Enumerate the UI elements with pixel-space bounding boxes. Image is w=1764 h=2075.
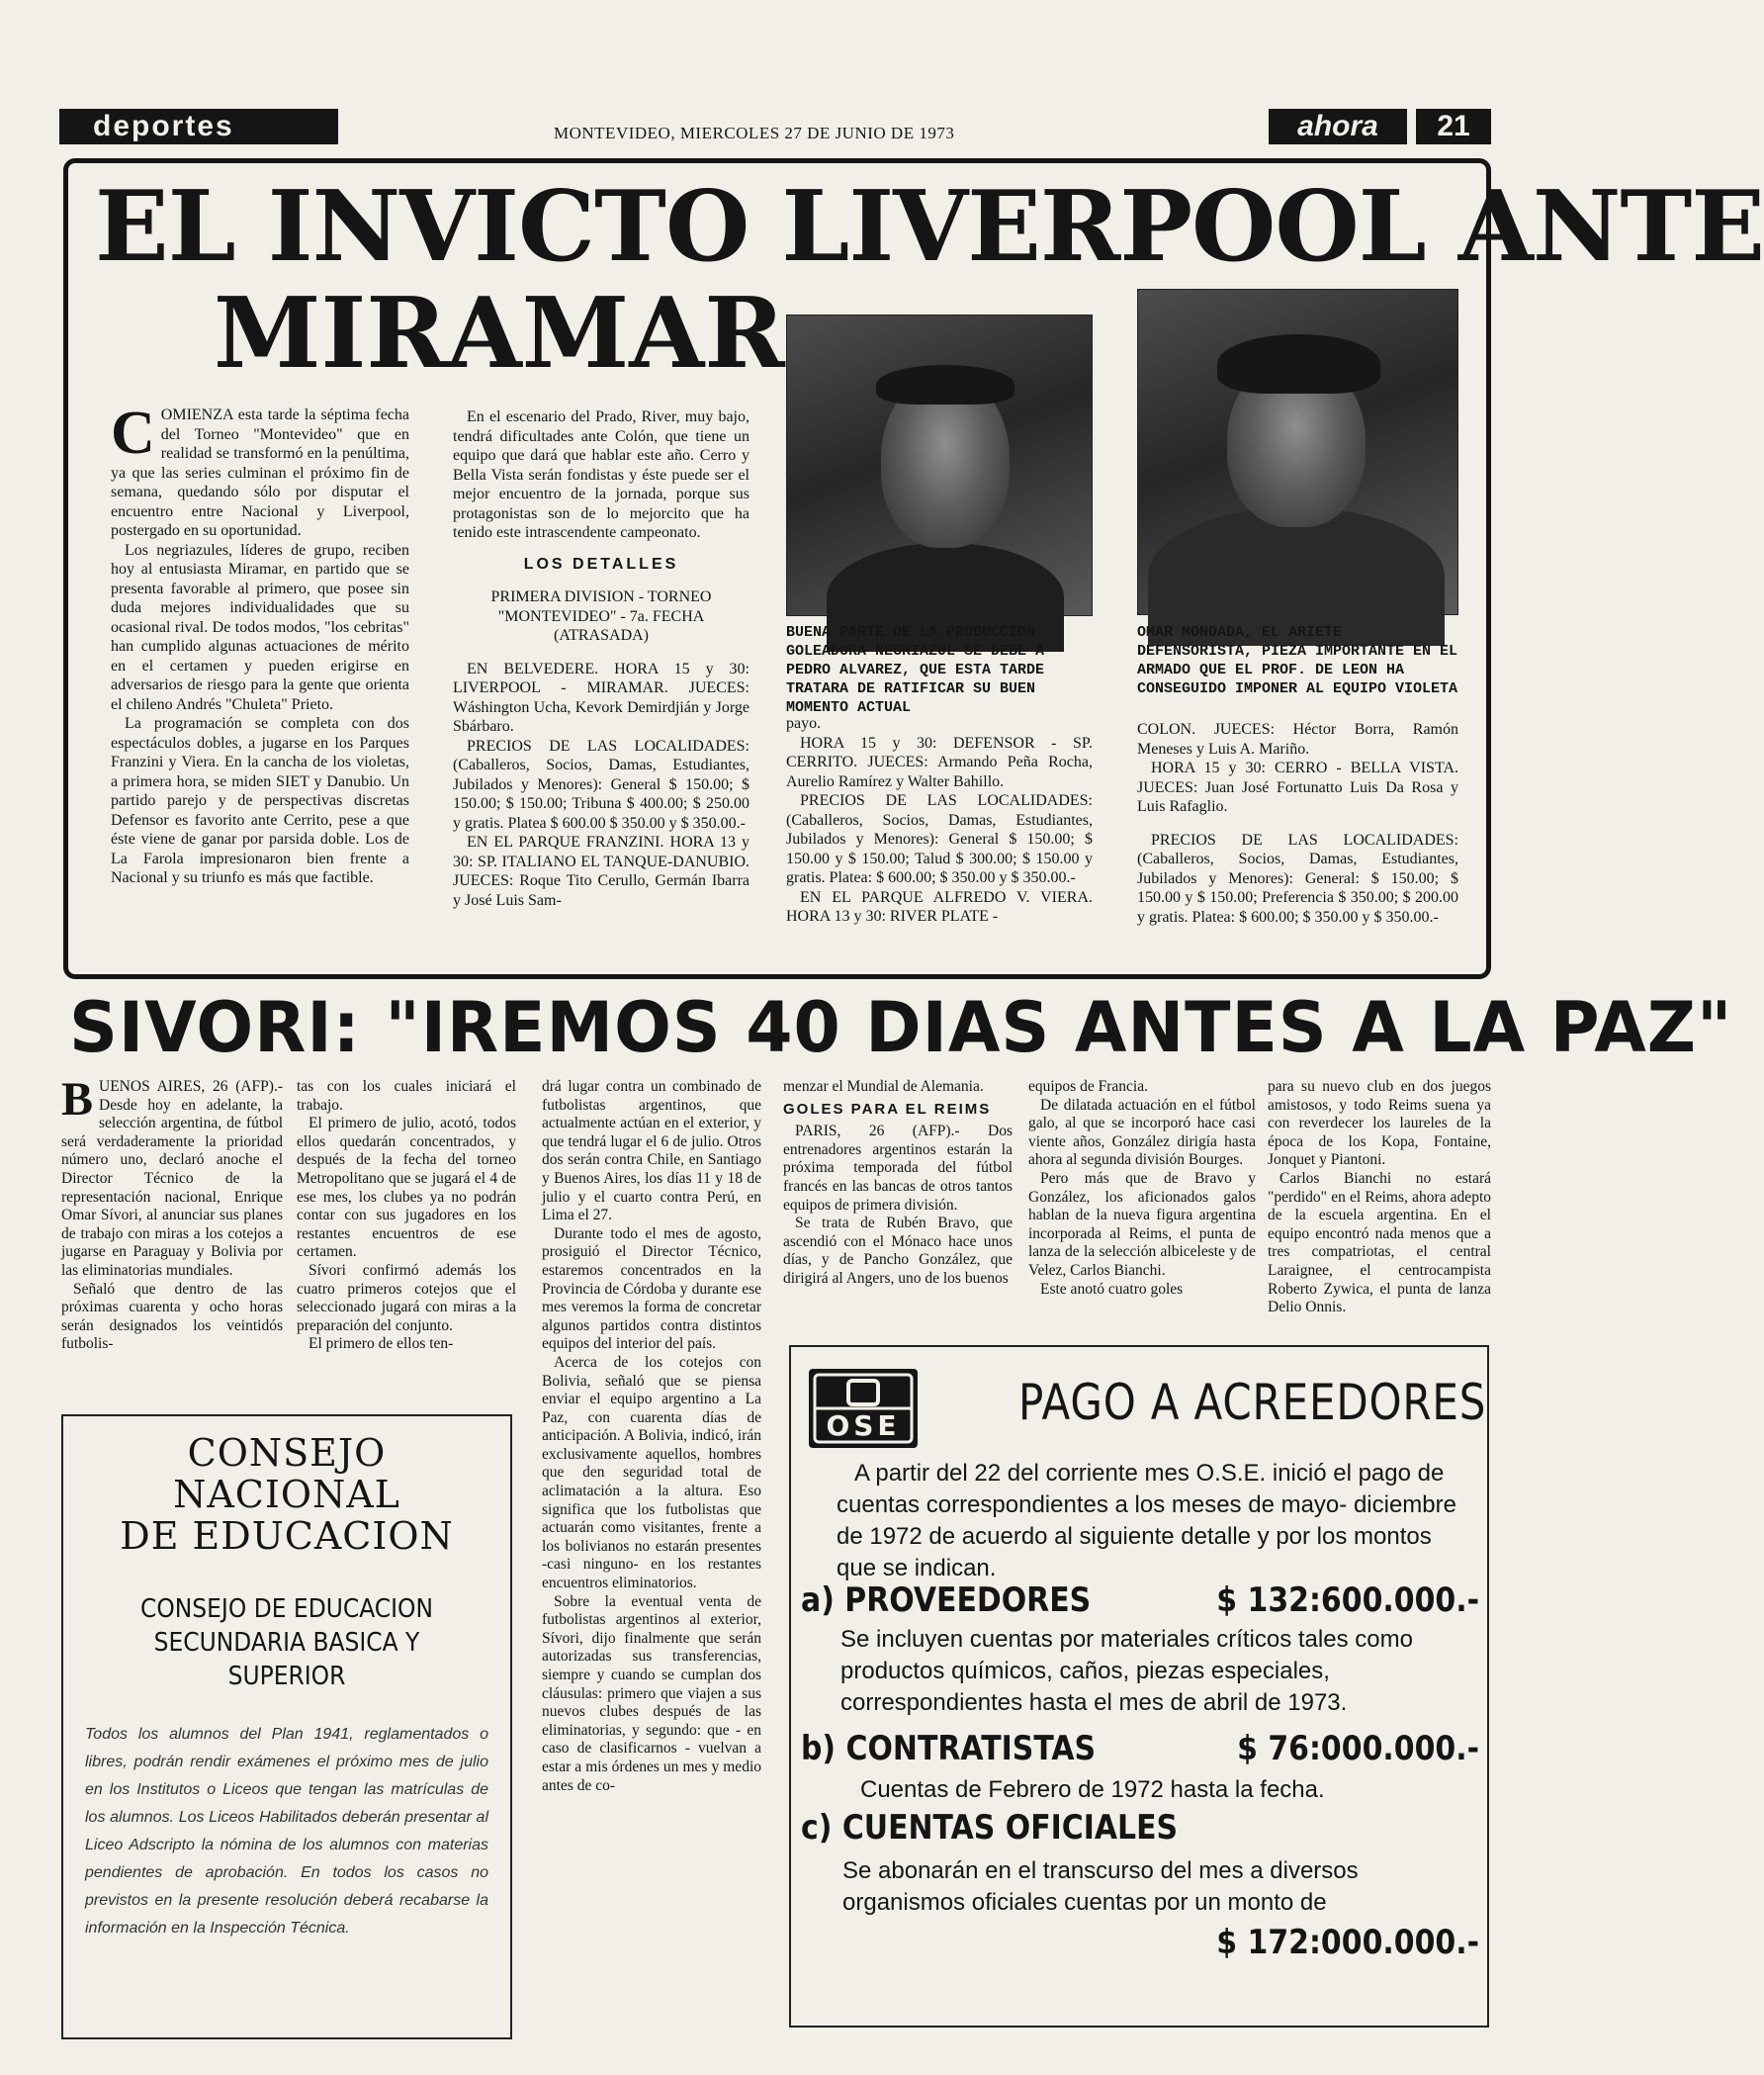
story1-column-1 xyxy=(111,400,409,888)
ose-item-a-amount: $ 132:600.000.- xyxy=(1216,1580,1479,1620)
cne-body: Todos los alumnos del Plan 1941, reglamentados o libres, podrán rendir exámenes el próximo mes de julio en los Institutos o Liceos que tengan las matrículas de los alumnos. Los Liceos Habilitados deberán presentar al Liceo Adscripto la nómina de los alumnos con materias pendientes de aprobación. En todos los casos no previstos en la presente resolución deberá recabarse la información en la Inspección Técnica. xyxy=(85,1726,488,1937)
paragraph: Carlos Bianchi no estará "perdido" en el Reims, ahora adepto de la escuela argentina. En el equipo encontró nada menos que a tres compatriotas, el central Laraignee, el centrocampista Roberto Zywica, el punta de lanza Delio Onnis. xyxy=(1268,1169,1491,1316)
paragraph: OMIENZA esta tarde la séptima fecha del Torneo "Montevideo" que en realidad se transformó en la penúltima, ya que las series culminan el próximo fin de semana, quedando sólo por disputar el encuentro entre Nacional y Liverpool, postergado en su oportunidad. xyxy=(111,406,409,539)
paragraph: tas con los cuales iniciará el trabajo. xyxy=(297,1078,516,1114)
story1-column-2 xyxy=(453,407,750,910)
story2-column-5 xyxy=(1028,1078,1256,1299)
paragraph: equipos de Francia. xyxy=(1028,1078,1148,1095)
ose-title: PAGO A ACREEDORES xyxy=(1018,1374,1487,1431)
paragraph: payo. xyxy=(786,715,822,732)
headline-liverpool: EL INVICTO LIVERPOOL ANTE xyxy=(95,170,1764,284)
brand-logo: ahora xyxy=(1269,109,1407,144)
paragraph: PARIS, 26 (AFP).- Dos entrenadores argentinos estarán la próxima temporada del fútbol francés en las bancas de otros tantos equipos de primera división. xyxy=(783,1123,1013,1214)
paragraph: El primero de ellos ten- xyxy=(309,1335,454,1353)
story2-column-1 xyxy=(61,1073,283,1354)
paragraph: La programación se completa con dos espectáculos dobles, a jugarse en los Parques Franzini y Viera. En la cancha de los violetas, a primera hora, se miden SIET y Danubio. Un partido parejo y de perspectivas discretas Defensor es favorito ante Cerrito, pese a que éste viene de ganar por parsida doble. Los de La Farola impresionaron bien frente a Nacional y su triunfo es más que factible. xyxy=(111,715,409,886)
paragraph: Pero más que de Bravo y González, los aficionados galos hablan de la nueva figura argentina incorporada al Reims, el punta de lanza de la selección albiceleste y de Velez, Carlos Bianchi. xyxy=(1028,1169,1256,1279)
cne-subtitle-line1: CONSEJO DE EDUCACION xyxy=(140,1594,433,1624)
ose-intro: A partir del 22 del corriente mes O.S.E. inició el pago de cuentas correspondientes a los meses de mayo- diciembre de 1972 de acuerdo al siguiente detalle y por los montos que se indican. xyxy=(837,1460,1456,1581)
story1-column-3 xyxy=(786,714,1093,927)
headline-miramar: MIRAMAR xyxy=(214,277,785,391)
paragraph: para su nuevo club en dos juegos amistosos, y todo Reims suena ya con reverdecer los laureles de la época de los Kopa, Fontaine, Jonquet y Piantoni. xyxy=(1268,1078,1491,1169)
paragraph: COLON. JUECES: Héctor Borra, Ramón Meneses y Luis A. Mariño. xyxy=(1137,721,1458,758)
photo1-caption: BUENA PARTE DE LA PRODUCCION GOLEADORA NEGRIAZUL SE DEBE A PEDRO ALVAREZ, QUE ESTA TARDE TRATARA DE RATIFICAR SU BUEN MOMENTO ACTUAL xyxy=(786,624,1045,716)
story2-column-4 xyxy=(783,1078,1013,1289)
paragraph: Sívori confirmó además los cuatro primeros cotejos que el seleccionado jugará con miras a la preparación del conjunto. xyxy=(297,1261,516,1334)
ose-item-a-text: Se incluyen cuentas por materiales críticos tales como productos químicos, caños, piezas especiales, correspondientes hasta el mes de abril de 1973. xyxy=(840,1626,1413,1716)
paragraph: EN EL PARQUE ALFREDO V. VIERA. HORA 13 y 30: RIVER PLATE - xyxy=(786,888,1093,925)
ose-item-c-text: Se abonarán en el transcurso del mes a diversos organismos oficiales cuentas por un monto de xyxy=(842,1857,1359,1916)
paragraph: PRECIOS DE LAS LOCALIDADES: (Caballeros, Socios, Damas, Estudiantes, Jubilados y Menores): General: $ 150.00; $ 150.00 y $ 150.00; Preferencia $ 350.00; $ 200.00 y gratis. Platea: $ 600.00; $ 350.00 y $ 350.00.- xyxy=(1137,831,1458,926)
paragraph: Este anotó cuatro goles xyxy=(1040,1280,1184,1298)
dropcap: B xyxy=(61,1073,94,1126)
ose-item-b-label: b) CONTRATISTAS xyxy=(801,1729,1097,1768)
subhead-details: LOS DETALLES xyxy=(523,555,679,573)
dateline: MONTEVIDEO, MIERCOLES 27 DE JUNIO DE 1973 xyxy=(554,124,955,142)
paragraph: Durante todo el mes de agosto, prosiguió el Director Técnico, estaremos concentrados en la Provincia de Córdoba y durante ese mes veremos la forma de concretar algunos partidos contra distintos equipos del interior del país. xyxy=(542,1224,761,1353)
ose-item-a-label: a) PROVEEDORES xyxy=(801,1580,1092,1620)
paragraph: EN EL PARQUE FRANZINI. HORA 13 y 30: SP. ITALIANO EL TANQUE-DANUBIO. JUECES: Roque Tito Cerullo, Germán Ibarra y José Luis Sam- xyxy=(453,834,750,909)
paragraph: drá lugar contra un combinado de futbolistas argentinos, que actualmente actúan en el exterior, y que tendrá lugar el 6 de julio. Otros dos serán contra Chile, en Santiago y Buenos Aires, los días 11 y 18 de julio y el cuarto contra Perú, en Lima el 27. xyxy=(542,1078,761,1224)
story2-column-3 xyxy=(542,1078,761,1795)
paragraph: Los negriazules, líderes de grupo, reciben hoy al entusiasta Miramar, en partido que se presenta favorable al primero, que posee sin duda mejores individualidades que su ocasional rival. De todos modos, "los cebritas" han cumplido algunas actuaciones de mérito en el certamen y pueden erigirse en adversarios de riesgo para la gente que orienta el chileno Andrés "Chuleta" Prieto. xyxy=(111,541,409,713)
story2-column-2 xyxy=(297,1078,516,1354)
paragraph: UENOS AIRES, 26 (AFP).- Desde hoy en adelante, la selección argentina, de fútbol será verdaderamente la prioridad número uno, declaró anoche el Director Técnico de la representación nacional, Enrique Omar Sívori, al anunciar sus planes de trabajo con miras a los cotejos a jugarse en Paraguay y Bolivia por las eliminatorias mundiales. xyxy=(61,1078,283,1279)
paragraph: Se trata de Rubén Bravo, que ascendió con el Mónaco hace unos días, y de Pancho González, que dirigirá al Angers, uno de los buenos xyxy=(783,1215,1013,1287)
ose-logo xyxy=(809,1369,918,1448)
paragraph: PRECIOS DE LAS LOCALIDADES: (Caballeros, Socios, Damas, Estudiantes, Jubilados y Menores): General $ 150.00; $ 150.00; $ 150.00; Tribuna $ 400.00; $ 250.00 y gratis. Platea $ 600.00 $ 350.00 y $ 350.00.- xyxy=(453,737,750,832)
paragraph: HORA 15 y 30: DEFENSOR - SP. CERRITO. JUECES: Armando Peña Rocha, Aurelio Ramírez y Walter Bahillo. xyxy=(786,734,1093,790)
paragraph: HORA 15 y 30: CERRO - BELLA VISTA. JUECES: Juan José Fortunatto Luis Da Rosa y Luis Rafaglio. xyxy=(1137,760,1458,815)
paragraph: Acerca de los cotejos con Bolivia, señaló que se piensa enviar el equipo argentino a La Paz, con cuarenta días de anticipación. A Bolivia, indicó, irán exclusivamente aquellos, hombres que den seguridad total de aclimatación a la altura. Eso significa que los futbolistas que actuarán como visitantes, frente a los bolivianos no estarán presentes -casi ninguno- en los restantes encuentros eliminatorios. xyxy=(542,1353,761,1592)
headline-sivori: SIVORI: "IREMOS 40 DIAS ANTES A LA PAZ" xyxy=(69,987,1733,1068)
dropcap: C xyxy=(111,400,155,467)
paragraph: Señaló que dentro de las próximas cuarenta y ocho horas serán designados los veintidós futbolis- xyxy=(61,1280,283,1353)
paragraph: En el escenario del Prado, River, muy bajo, tendrá dificultades ante Colón, que tiene un equipo que dará que hablar este año. Cerro y Bella Vista serán fondistas y éste puede ser el mejor encuentro de la jornada, porque sus protagonistas son de lo mejorcito que ha tenido este intrascendente campeonato. xyxy=(453,408,750,541)
section-tag: deportes xyxy=(59,109,338,144)
story1-column-4 xyxy=(1137,720,1458,927)
paragraph: PRECIOS DE LAS LOCALIDADES: (Caballeros, Socios, Damas, Estudiantes, Jubilados y Menores): General $ 150.00; $ 150.00 y $ 150.00; Talud $ 300.00; $ 150.00 y gratis. Platea: $ 600.00; $ 350.00 y $ 350.00.- xyxy=(786,792,1093,886)
ose-item-c-label: c) CUENTAS OFICIALES xyxy=(801,1808,1179,1848)
photo2-caption: OMAR MONDADA, EL ARIETE DEFENSORISTA, PIEZA IMPORTANTE EN EL ARMADO QUE EL PROF. DE LEON HA CONSEGUIDO IMPONER AL EQUIPO VIOLETA xyxy=(1137,624,1458,697)
paragraph: El primero de julio, acotó, todos ellos quedarán concentrados, y después de la fecha del torneo Metropolitano que se jugará el 4 de ese mes, los clubes ya no podrán contar con sus jugadores en los restantes encuentros de ese certamen. xyxy=(297,1115,516,1261)
ose-item-c-amount: $ 172:000.000.- xyxy=(1216,1923,1479,1962)
paragraph: Sobre la eventual venta de futbolistas argentinos al exterior, Sívori, dijo finalmente que serán autorizadas sus transferencias, siempre y cuando se cumplan dos cláusulas: primero que viajen a sus nuevos clubes después de las eliminatorias, y segundo: que - en caso de clasificarnos - vuelvan a estar a mis órdenes un mes y medio antes de co- xyxy=(542,1592,761,1794)
ose-logo-text: OSE xyxy=(826,1409,901,1442)
photo-pedro-alvarez xyxy=(786,315,1093,616)
photo-omar-mondada xyxy=(1137,289,1458,615)
cne-subtitle-line2: SECUNDARIA BASICA Y xyxy=(153,1628,420,1658)
cne-title-line2: DE EDUCACION xyxy=(120,1514,454,1558)
division-label: PRIMERA DIVISION - TORNEO "MONTEVIDEO" - 7a. FECHA (ATRASADA) xyxy=(490,588,712,644)
cne-subtitle-line3: SUPERIOR xyxy=(227,1662,346,1691)
paragraph: EN BELVEDERE. HORA 15 y 30: LIVERPOOL - MIRAMAR. JUECES: Wáshington Ucha, Kevork Demirdjián y Jorge Sbárbaro. xyxy=(453,660,750,735)
page-number: 21 xyxy=(1416,109,1491,144)
cne-title-line1: CONSEJO NACIONAL xyxy=(173,1431,400,1516)
cne-notice xyxy=(71,1432,502,1942)
story2-column-6 xyxy=(1268,1078,1491,1317)
paragraph: De dilatada actuación en el fútbol galo, al que se incorporó hace casi viente años, González dirigía hasta ahora al segunda división Bourges. xyxy=(1028,1096,1256,1169)
paragraph: menzar el Mundial de Alemania. xyxy=(783,1078,984,1095)
ose-item-b-text: Cuentas de Febrero de 1972 hasta la fecha. xyxy=(860,1776,1325,1803)
subhead-reims: GOLES PARA EL REIMS xyxy=(783,1100,992,1118)
ose-item-b-amount: $ 76:000.000.- xyxy=(1237,1729,1479,1768)
